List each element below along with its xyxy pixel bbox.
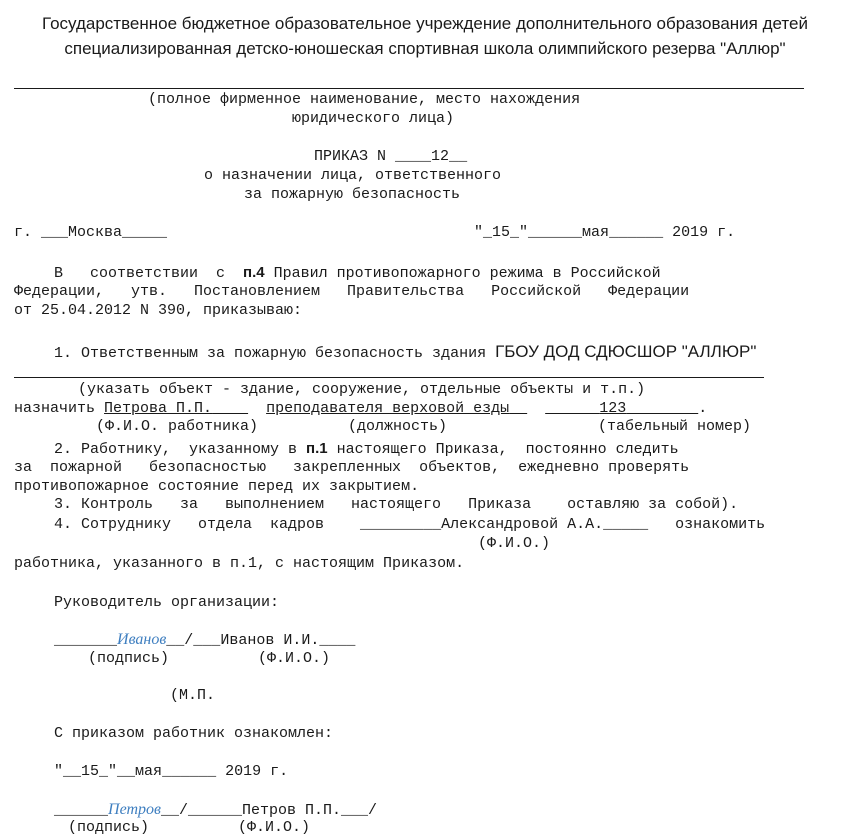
head-name: Иванов И.И. [220,632,320,649]
appoint-line: назначить Петрова П.П. преподавателя верховой езды 123 . [14,400,708,417]
order-subject-line1: о назначении лица, ответственного [204,167,502,184]
org-name-line1: Государственное бюджетное образовательное учреждение дополнительного образования детей [42,14,808,33]
preamble-line1: В соответствии с п.4 Правил противопожарного режима в Российской [54,264,661,282]
object-underline [14,377,764,378]
ack-date: "__15_"__мая______ 2019 г. [54,763,289,780]
org-caption-line1: (полное фирменное наименование, место нахождения [148,91,581,108]
stamp-place: (М.П. [170,687,216,704]
head-label: Руководитель организации: [54,594,280,611]
item2-line3: противопожарное состояние перед их закрытием. [14,478,420,495]
item2-line1: 2. Работнику, указанному в п.1 настоящего Приказа, постоянно следить [54,440,679,458]
employee-position: преподавателя верховой езды [266,400,510,417]
ack-name: Петров П.П. [241,802,342,819]
order-number: ____12__ [395,148,468,165]
preamble-line3: от 25.04.2012 N 390, приказываю: [14,302,303,319]
order-place: г. ___Москва_____ [14,224,168,241]
item4-line1: 4. Сотруднику отдела кадров _________Александровой А.А._____ ознакомить [54,516,766,533]
ack-label: С приказом работник ознакомлен: [54,725,334,742]
order-subject-line2: за пожарную безопасность [244,186,461,203]
org-caption-line2: юридического лица) [292,110,455,127]
object-caption: (указать объект - здание, сооружение, отдельные объекты и т.п.) [78,381,646,398]
head-caption-sign: (подпись) [88,650,170,667]
ack-caption-sign: (подпись) [68,819,150,836]
preamble-line2: Федерации, утв. Постановлением Правительства Российской Федерации [14,283,690,300]
item1-line1: 1. Ответственным за пожарную безопасность здания ГБОУ ДОД СДЮСШОР "АЛЛЮР" [54,342,757,362]
ack-signature-line: ______Петров__/______Петров П.П.___/ [54,801,378,819]
employee-name: Петрова П.П. [104,400,213,417]
tab-number: 123 [599,400,627,417]
caption-fio-employee: (Ф.И.О. работника) [96,418,259,435]
order-title-prefix: ПРИКАЗ N [314,148,387,165]
order-date: "_15_"______мая______ 2019 г. [474,224,736,241]
head-signature: Иванов [117,631,167,648]
fire-object: ГБОУ ДОД СДЮСШОР "АЛЛЮР" [495,342,757,361]
item2-line2: за пожарной безопасностью закрепленных объектов, ежедневно проверять [14,459,690,476]
item3-line: 3. Контроль за выполнением настоящего Приказа оставляю за собой). [54,496,739,513]
caption-tab-number: (табельный номер) [598,418,752,435]
item4-line2: работника, указанного в п.1, с настоящим Приказом. [14,555,465,572]
head-caption-fio: (Ф.И.О.) [258,650,331,667]
order-title [314,148,467,166]
item4-caption: (Ф.И.О.) [478,535,551,552]
city: Москва [68,224,123,241]
ack-caption-fio: (Ф.И.О.) [238,819,311,836]
item2-ref: п.1 [306,440,328,457]
caption-position: (должность) [348,418,448,435]
head-signature-line: _______Иванов__/___Иванов И.И.____ [54,631,356,649]
ack-signature: Петров [108,801,161,818]
hr-employee-name: Александровой А.А. [441,516,604,533]
preamble-ref: п.4 [243,264,265,281]
org-underline [14,88,804,89]
org-name-line2: специализированная детско-юношеская спортивная школа олимпийского резерва "Аллюр" [64,39,786,58]
